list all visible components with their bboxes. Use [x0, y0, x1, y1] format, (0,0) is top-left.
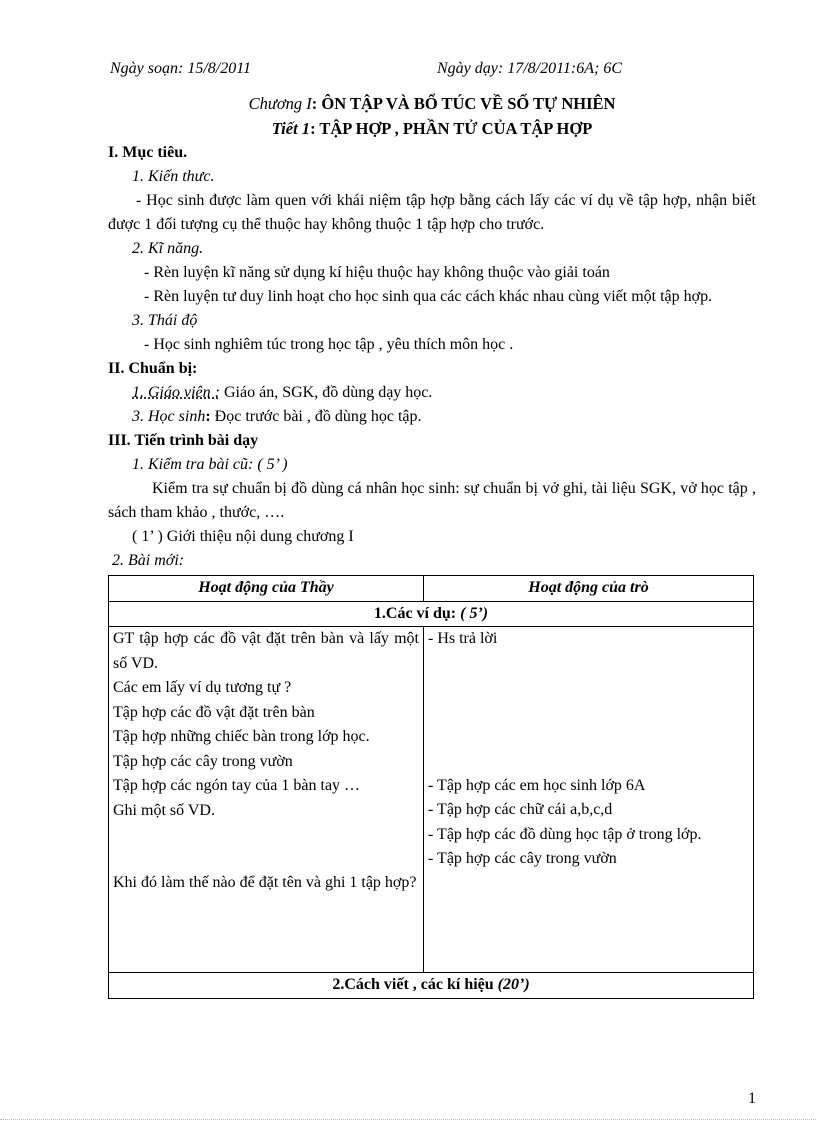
spacer	[113, 823, 419, 847]
table-header-row	[109, 576, 754, 602]
lesson-colon: :	[310, 119, 316, 138]
chapter-name: ÔN TẬP VÀ BỔ TÚC VỀ SỐ TỰ NHIÊN	[317, 94, 616, 113]
teacher-line: Ghi một số VD.	[113, 801, 215, 819]
activity-table	[108, 575, 754, 999]
teacher-activities	[109, 627, 424, 973]
section-notation-heading	[109, 973, 754, 999]
review-text: Kiểm tra sự chuẩn bị đồ dùng cá nhân học sinh: sự chuẩn bị vở ghi, tài liệu SGK, vở học tập , sách tham khảo , thước, ….	[108, 480, 756, 521]
subsection-attitude: 3. Thái độ	[132, 312, 198, 329]
spacer	[113, 847, 419, 871]
student-prep-label: 3. Học sinh	[132, 408, 206, 425]
student-activities	[424, 627, 754, 973]
section-objectives: I. Mục tiêu.	[108, 144, 188, 161]
col-header-teacher: Hoạt động của Thầy	[109, 576, 424, 602]
lesson-title	[108, 116, 756, 141]
teacher-prep-text: Giáo án, SGK, đồ dùng dạy học.	[219, 384, 433, 401]
teacher-line: Tập hợp các cây trong vườn	[113, 752, 293, 770]
date-prepared: Ngày soạn: 15/8/2011	[110, 60, 252, 77]
skills-text-1: - Rèn luyện kĩ năng sử dụng kí hiệu thuộc hay không thuộc vào giải toán	[144, 264, 610, 281]
lesson-name: TẬP HỢP , PHẦN TỬ CỦA TẬP HỢP	[315, 119, 593, 138]
teacher-line: Tập hợp các đồ vật đặt trên bàn	[113, 703, 315, 721]
teacher-line: Khi đó làm thế nào để đặt tên và ghi 1 tập hợp?	[113, 874, 417, 891]
date-header	[108, 55, 756, 81]
teacher-line: Tập hợp các ngón tay của 1 bàn tay …	[113, 777, 361, 794]
chapter-colon: :	[311, 94, 318, 113]
spacer	[428, 652, 749, 774]
section-notation-title: 2.Cách viết , các kí hiệu	[332, 976, 498, 993]
student-prep-text: Đọc trước bài , đồ dùng học tập.	[210, 408, 422, 425]
subsection-knowledge: 1. Kiến thưc.	[132, 168, 215, 185]
skills-text-2: - Rèn luyện tư duy linh hoạt cho học sinh qua các cách khác nhau cùng viết một tập hợp.	[144, 288, 713, 305]
subsection-skills: 2. Kĩ năng.	[132, 240, 204, 257]
teacher-line: GT tập hợp các đồ vật đặt trên bàn và lấy một số VD.	[113, 630, 419, 672]
chapter-intro: ( 1’ ) Giới thiệu nội dung chương I	[132, 528, 354, 545]
section-examples-title: 1.Các ví dụ:	[373, 604, 461, 622]
chapter-label: Chương I	[248, 94, 312, 113]
student-prep-colon: :	[205, 408, 211, 425]
student-prep	[108, 405, 756, 429]
subsection-new-lesson: 2. Bài mới:	[112, 552, 185, 569]
table-section-row	[109, 973, 754, 999]
lesson-label: Tiết 1	[271, 119, 311, 138]
subsection-review: 1. Kiểm tra bài cũ: ( 5’ )	[132, 456, 288, 473]
page-number: 1	[748, 1090, 756, 1107]
section-preparation: II. Chuẩn bị:	[108, 360, 198, 377]
teacher-prep-label: 1. Giáo viên :	[132, 384, 220, 401]
student-line: - Tập hợp các đồ dùng học tập ở trong lớp.	[428, 825, 702, 843]
section-examples-heading	[109, 601, 754, 627]
table-section-row	[109, 601, 754, 627]
table-row	[109, 627, 754, 973]
attitude-text: - Học sinh nghiêm túc trong học tập , yêu thích môn học .	[144, 336, 514, 353]
section-notation-time: (20’)	[497, 976, 530, 993]
student-line: - Tập hợp các chữ cái a,b,c,d	[428, 801, 613, 818]
date-taught: Ngày dạy: 17/8/2011:6A; 6C	[437, 60, 623, 77]
teacher-line: Tập hợp những chiếc bàn trong lớp học.	[113, 728, 370, 745]
knowledge-text: - Học sinh được làm quen với khái niệm tập hợp bằng cách lấy các ví dụ về tập hợp, nhận biết được 1 đối tượng cụ thể thuộc hay không thuộc 1 tập hợp cho trước.	[108, 192, 756, 233]
chapter-title	[108, 91, 756, 116]
section-procedure: III. Tiến trình bài dạy	[108, 432, 259, 449]
page-divider	[0, 1119, 816, 1120]
student-line: - Tập hợp các em học sinh lớp 6A	[428, 776, 646, 794]
section-examples-time: ( 5’)	[460, 604, 489, 622]
teacher-line: Các em lấy ví dụ tương tự ?	[113, 679, 292, 696]
teacher-prep	[108, 381, 756, 405]
student-line: - Tập hợp các cây trong vườn	[428, 850, 617, 867]
col-header-student: Hoạt động của trò	[424, 576, 754, 602]
document-page	[108, 55, 756, 999]
student-line: - Hs trả lời	[428, 630, 498, 647]
